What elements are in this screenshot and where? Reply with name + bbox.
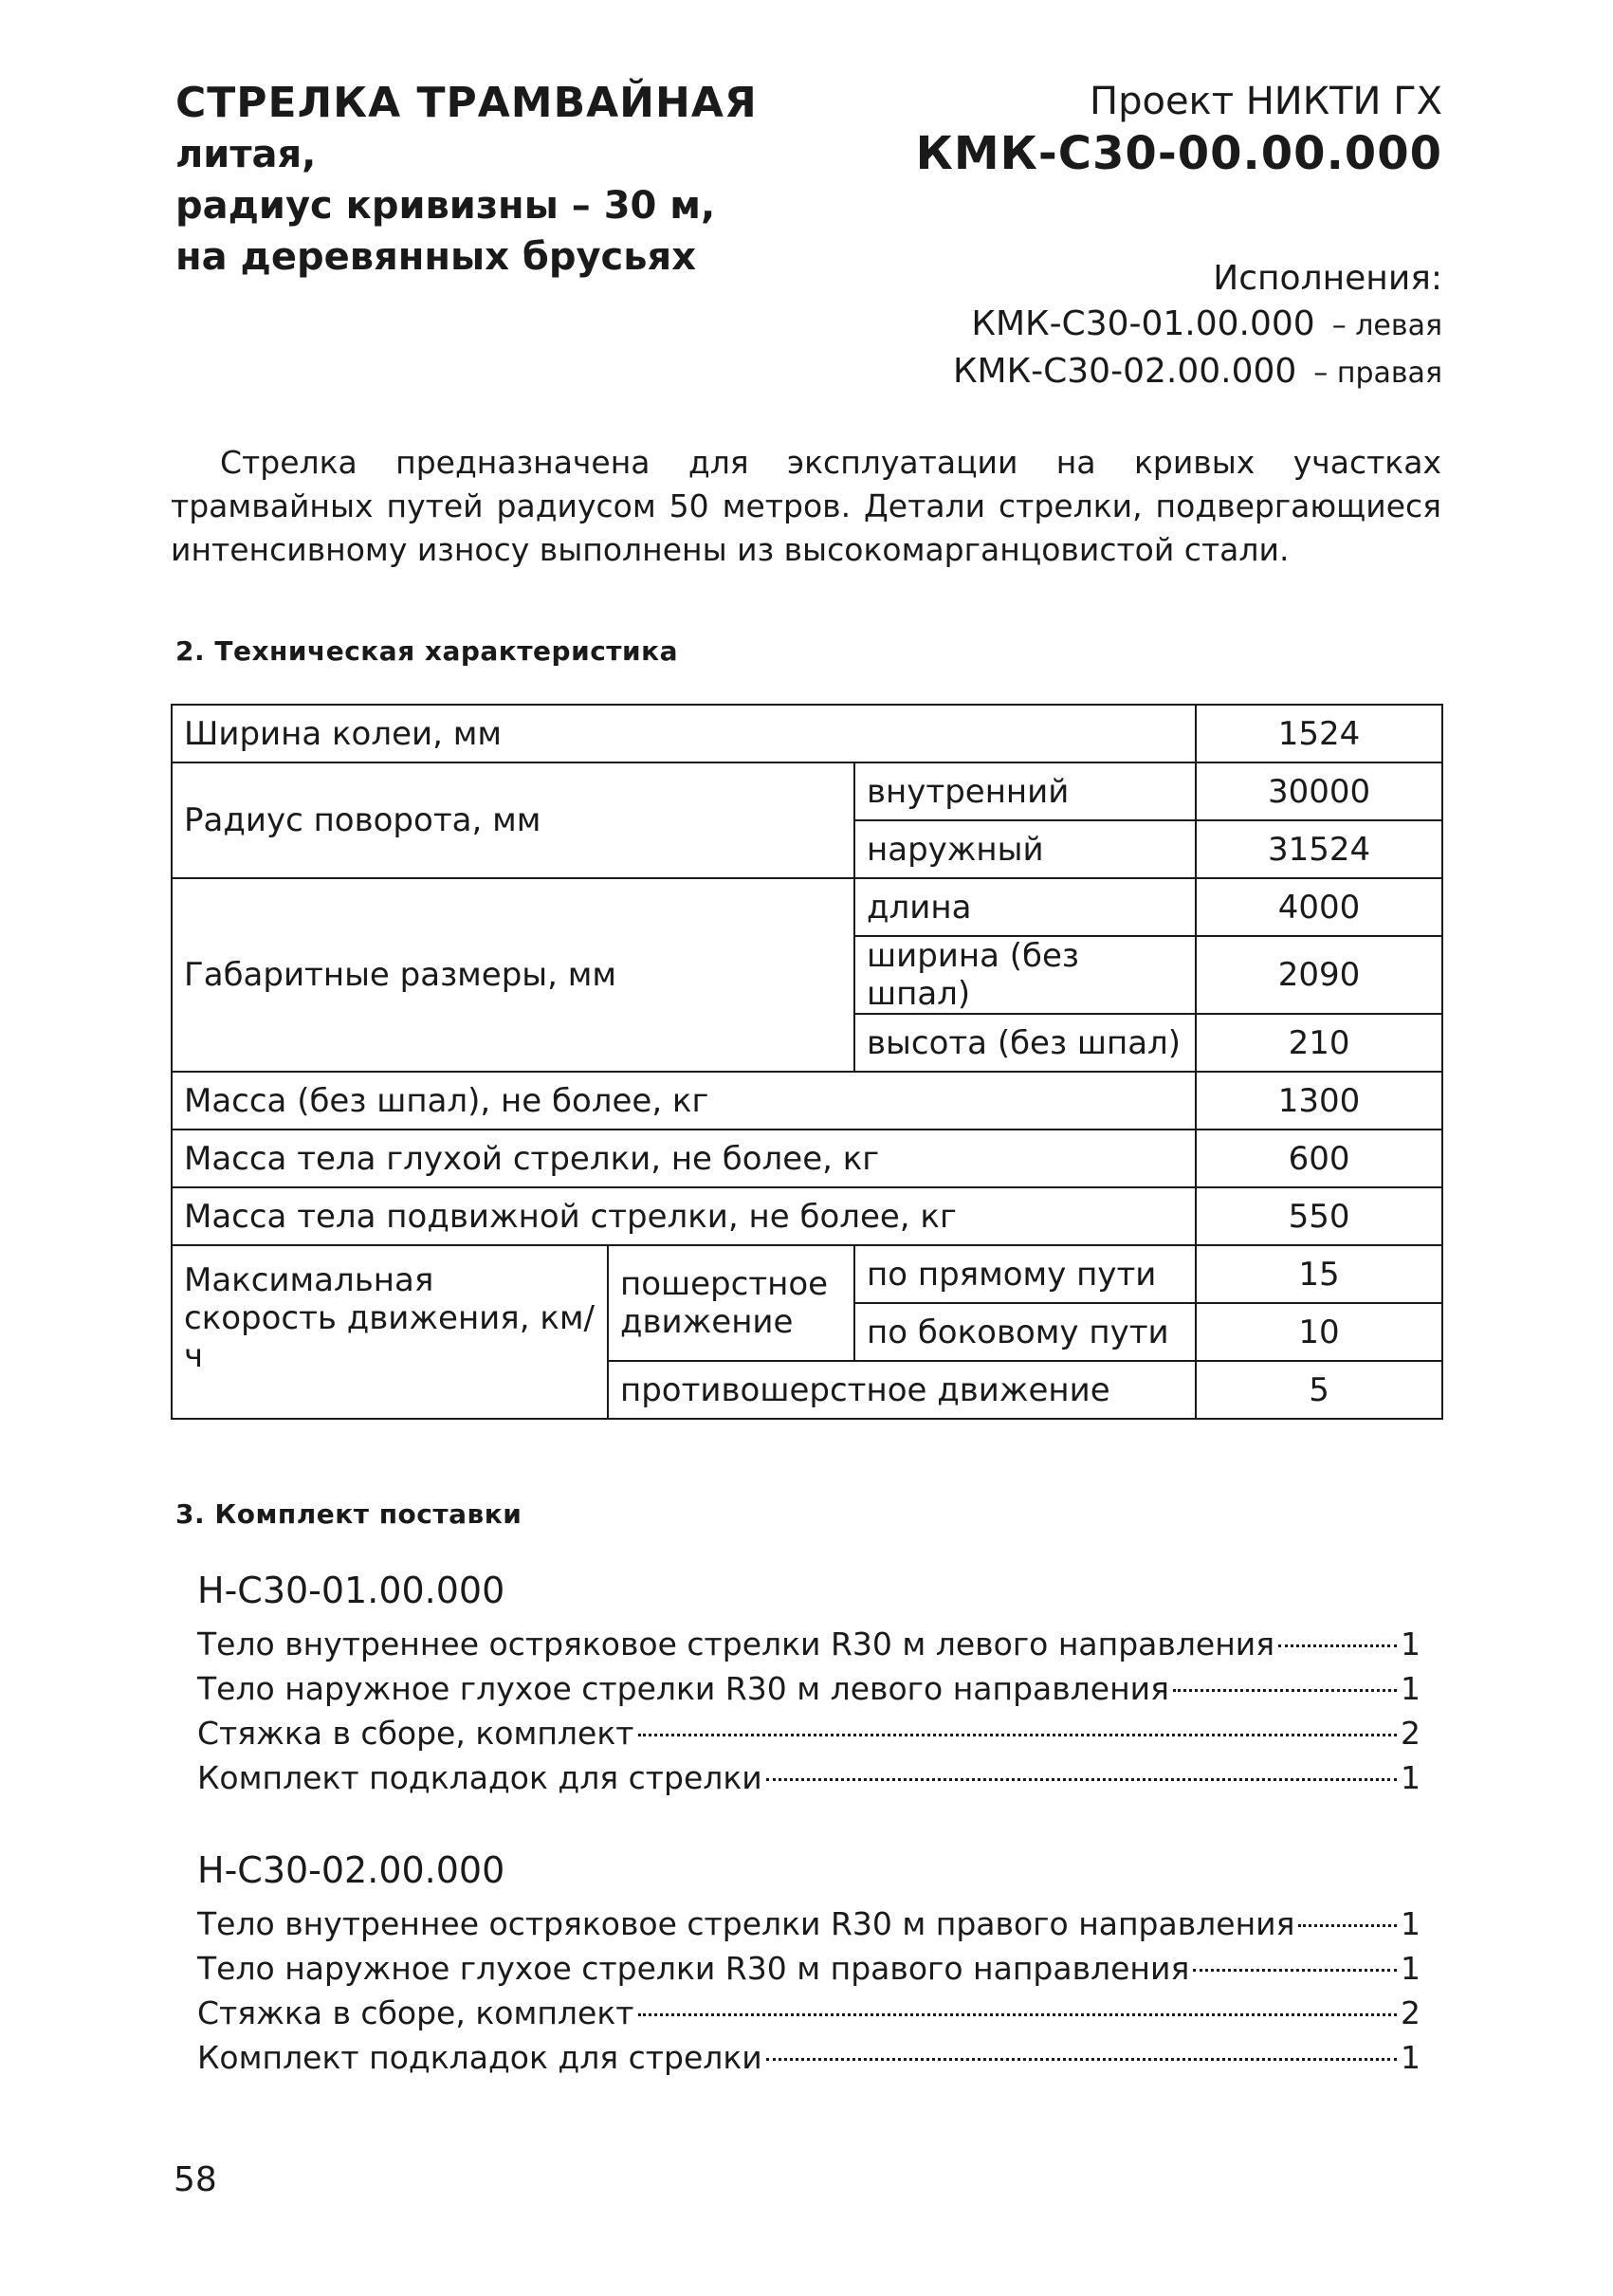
speed-straight-value: 15 — [1196, 1245, 1442, 1303]
dimensions-label: Габаритные размеры, мм — [172, 878, 854, 1072]
project-code: КМК-С30-00.00.000 — [915, 127, 1442, 180]
table-row — [172, 762, 1442, 820]
title-block — [175, 78, 839, 283]
subtitle-line-3: на деревянных брусьях — [175, 235, 697, 279]
table-row — [172, 1187, 1442, 1245]
kit-item-name: Комплект подкладок для стрелки — [197, 2039, 762, 2076]
speed-facing-label: противошерстное движение — [608, 1361, 1196, 1419]
table-row — [172, 1130, 1442, 1187]
mass-fixed-label: Масса тела глухой стрелки, не более, кг — [172, 1130, 1196, 1187]
leader-dots — [1278, 1644, 1397, 1647]
leader-dots — [766, 1778, 1397, 1781]
kit-item-qty: 1 — [1401, 1670, 1421, 1707]
section-heading-delivery: 3. Комплект поставки — [175, 1498, 522, 1530]
track-width-value: 1524 — [1196, 705, 1442, 762]
variant-code: КМК-С30-02.00.000 — [952, 352, 1297, 391]
dimensions-height-value: 210 — [1196, 1014, 1442, 1072]
speed-side-value: 10 — [1196, 1303, 1442, 1361]
kit-item-name: Стяжка в сборе, комплект — [197, 1715, 634, 1752]
mass-value: 1300 — [1196, 1072, 1442, 1130]
turn-radius-label: Радиус поворота, мм — [172, 762, 854, 878]
kit-item-name: Тело внутреннее остряковое стрелки R30 м левого направления — [197, 1626, 1275, 1662]
mass-moving-label: Масса тела подвижной стрелки, не более, кг — [172, 1187, 1196, 1245]
kit-item-qty: 1 — [1401, 1626, 1421, 1662]
turn-radius-inner-label: внутренний — [854, 762, 1196, 820]
kit-item-qty: 1 — [1401, 1950, 1421, 1987]
kit-item-name: Стяжка в сборе, комплект — [197, 1994, 634, 2031]
kit-item-name: Тело внутреннее остряковое стрелки R30 м правого направления — [197, 1905, 1295, 1942]
leader-dots — [1193, 1969, 1397, 1972]
variant-row — [953, 302, 1442, 349]
leader-dots — [638, 1734, 1398, 1736]
subtitle-line-2: радиус кривизны – 30 м, — [175, 184, 716, 228]
kit-code: Н-С30-01.00.000 — [197, 1570, 505, 1611]
table-row — [172, 705, 1442, 762]
subtitle-line-1: литая, — [175, 133, 317, 176]
kit-item-qty: 2 — [1401, 1994, 1421, 2031]
speed-straight-label: по прямому пути — [854, 1245, 1196, 1303]
variant-code: КМК-С30-01.00.000 — [971, 304, 1315, 343]
variants-block — [953, 256, 1442, 396]
kit-item — [197, 2035, 1421, 2080]
project-label: Проект НИКТИ ГХ — [1090, 80, 1442, 123]
turn-radius-inner-value: 30000 — [1196, 762, 1442, 820]
dimensions-length-value: 4000 — [1196, 878, 1442, 936]
variant-side: – правая — [1313, 357, 1442, 390]
kit-code: Н-С30-02.00.000 — [197, 1849, 505, 1891]
kit-block — [197, 1565, 1421, 1800]
turn-radius-outer-value: 31524 — [1196, 820, 1442, 878]
specs-table — [171, 704, 1443, 1420]
dimensions-width-label: ширина (без шпал) — [854, 936, 1196, 1014]
kit-item-name: Тело наружное глухое стрелки R30 м правого направления — [197, 1950, 1190, 1987]
kit-item-qty: 1 — [1401, 1759, 1421, 1796]
section-heading-specs: 2. Техническая характеристика — [175, 635, 679, 667]
mass-moving-value: 550 — [1196, 1187, 1442, 1245]
speed-trailing-label: пошерстное движение — [608, 1245, 854, 1361]
page-number: 58 — [174, 2160, 217, 2199]
kit-item — [197, 1755, 1421, 1800]
dimensions-length-label: длина — [854, 878, 1196, 936]
mass-fixed-value: 600 — [1196, 1130, 1442, 1187]
table-row — [172, 1245, 1442, 1303]
turn-radius-outer-label: наружный — [854, 820, 1196, 878]
mass-label: Масса (без шпал), не более, кг — [172, 1072, 1196, 1130]
variant-side: – левая — [1331, 309, 1442, 342]
kit-item — [197, 1666, 1421, 1711]
kit-item — [197, 1991, 1421, 2035]
leader-dots — [1173, 1689, 1397, 1692]
project-block — [916, 78, 1442, 182]
leader-dots — [766, 2058, 1397, 2061]
kit-item-qty: 2 — [1401, 1715, 1421, 1752]
kit-item — [197, 1622, 1421, 1666]
variants-label: Исполнения: — [1213, 259, 1442, 298]
leader-dots — [638, 2013, 1398, 2016]
kit-block — [197, 1845, 1421, 2080]
kit-item-name: Комплект подкладок для стрелки — [197, 1759, 762, 1796]
intro-paragraph: Стрелка предназначена для эксплуатации на кривых участках трамвайных путей радиусом 50 метров. Детали стрелки, подвергающиеся интенсивному износу выполнены из высокомарганцовистой стали. — [171, 444, 1441, 568]
kit-item-qty: 1 — [1401, 2039, 1421, 2076]
kit-item-qty: 1 — [1401, 1905, 1421, 1942]
kit-item-name: Тело наружное глухое стрелки R30 м левого направления — [197, 1670, 1169, 1707]
table-row — [172, 1072, 1442, 1130]
track-width-label: Ширина колеи, мм — [172, 705, 1196, 762]
table-row — [172, 878, 1442, 936]
variant-row — [953, 349, 1442, 396]
dimensions-height-label: высота (без шпал) — [854, 1014, 1196, 1072]
speed-facing-value: 5 — [1196, 1361, 1442, 1419]
leader-dots — [1298, 1924, 1397, 1927]
kit-item — [197, 1711, 1421, 1755]
speed-label: Максимальная скорость движения, км/ч — [172, 1245, 608, 1419]
dimensions-width-value: 2090 — [1196, 936, 1442, 1014]
speed-side-label: по боковому пути — [854, 1303, 1196, 1361]
page-title: СТРЕЛКА ТРАМВАЙНАЯ — [175, 79, 758, 127]
kit-item — [197, 1901, 1421, 1946]
kit-item — [197, 1946, 1421, 1991]
